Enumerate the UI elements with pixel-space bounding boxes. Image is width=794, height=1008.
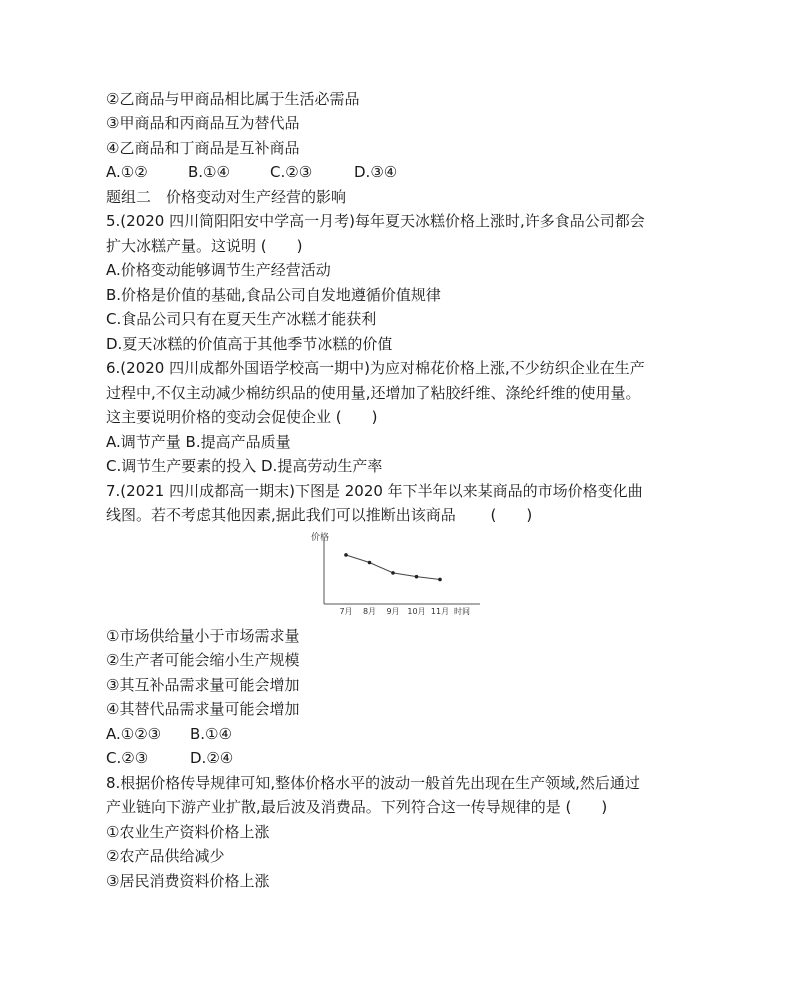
x-tick-label: 11月 [430,607,450,616]
q7-stem-line-2: 线图。若不考虑其他因素,据此我们可以推断出该商品 ( ) [106,506,533,524]
q6-stem-line-1: 6.(2020 四川成都外国语学校高一期中)为应对棉花价格上涨,不少纺织企业在生产 [106,359,645,377]
q8-statement-2: ②农产品供给减少 [106,847,225,865]
q4-options [106,161,397,183]
x-tick-label: 10月 [407,607,426,616]
x-axis-label: 时间 [454,607,470,616]
data-point [344,553,348,557]
plot-area [324,538,480,616]
q4-option-c: C.②③ [270,163,313,181]
q8-stem-line-2: 产业链向下游产业扩散,最后波及消费品。下列符合这一传导规律的是 ( ) [106,798,608,816]
q6-options-row-2: C.调节生产要素的投入 D.提高劳动生产率 [106,457,383,475]
q8-statement-3: ③居民消费资料价格上涨 [106,872,270,890]
q7-statement-2: ②生产者可能会缩小生产规模 [106,651,300,669]
q6-options-row-1: A.调节产量 B.提高产品质量 [106,433,291,451]
q7-options-row-2 [106,747,233,769]
q7-options-row-1 [106,723,232,745]
q8-statement-1: ①农业生产资料价格上涨 [106,823,270,841]
q5-option-a: A.价格变动能够调节生产经营活动 [106,261,331,279]
x-tick-label: 8月 [362,607,377,616]
q5-option-b: B.价格是价值的基础,食品公司自发地遵循价值规律 [106,286,441,304]
q5-stem-line-2: 扩大冰糕产量。这说明 ( ) [106,237,303,255]
q4-option-d: D.③④ [354,163,398,181]
q6-stem-line-3: 这主要说明价格的变动会促使企业 ( ) [106,408,378,426]
data-point [415,575,419,579]
price-series-line [346,555,440,580]
q6-stem-line-2: 过程中,不仅主动减少棉纺织品的使用量,还增加了粘胶纤维、涤纶纤维的使用量。 [106,384,641,402]
q5-option-c: C.食品公司只有在夏天生产冰糕才能获利 [106,310,377,328]
data-point [438,578,442,582]
data-point [391,571,395,575]
price-line-chart [308,528,498,622]
q4-option-a: A.①② [106,163,148,181]
q4-statement-4: ④乙商品和丁商品是互补商品 [106,139,300,157]
q7-option-a: A.①②③ [106,725,162,743]
q7-option-b: B.①④ [190,725,232,743]
q4-option-b: B.①④ [188,163,230,181]
y-axis-label: 价格 [311,533,330,543]
x-tick-label: 7月 [339,607,353,616]
data-point [368,561,372,565]
q7-statement-3: ③其互补品需求量可能会增加 [106,676,300,694]
q5-option-d: D.夏天冰糕的价值高于其他季节冰糕的价值 [106,335,393,353]
q7-option-d: D.②④ [190,749,234,767]
q7-statement-1: ①市场供给量小于市场需求量 [106,627,300,645]
section-heading: 题组二 价格变动对生产经营的影响 [106,188,347,206]
q7-stem-line-1: 7.(2021 四川成都高一期末)下图是 2020 年下半年以来某商品的市场价格变化曲 [106,482,643,500]
q4-statement-2: ②乙商品与甲商品相比属于生活必需品 [106,90,360,108]
x-tick-label: 9月 [386,607,400,616]
q5-stem-line-1: 5.(2020 四川简阳阳安中学高一月考)每年夏天冰糕价格上涨时,许多食品公司都会 [106,212,645,230]
q7-statement-4: ④其替代品需求量可能会增加 [106,700,300,718]
q7-option-c: C.②③ [106,749,149,767]
q8-stem-line-1: 8.根据价格传导规律可知,整体价格水平的波动一般首先出现在生产领域,然后通过 [106,774,640,792]
q4-statement-3: ③甲商品和丙商品互为替代品 [106,114,300,132]
